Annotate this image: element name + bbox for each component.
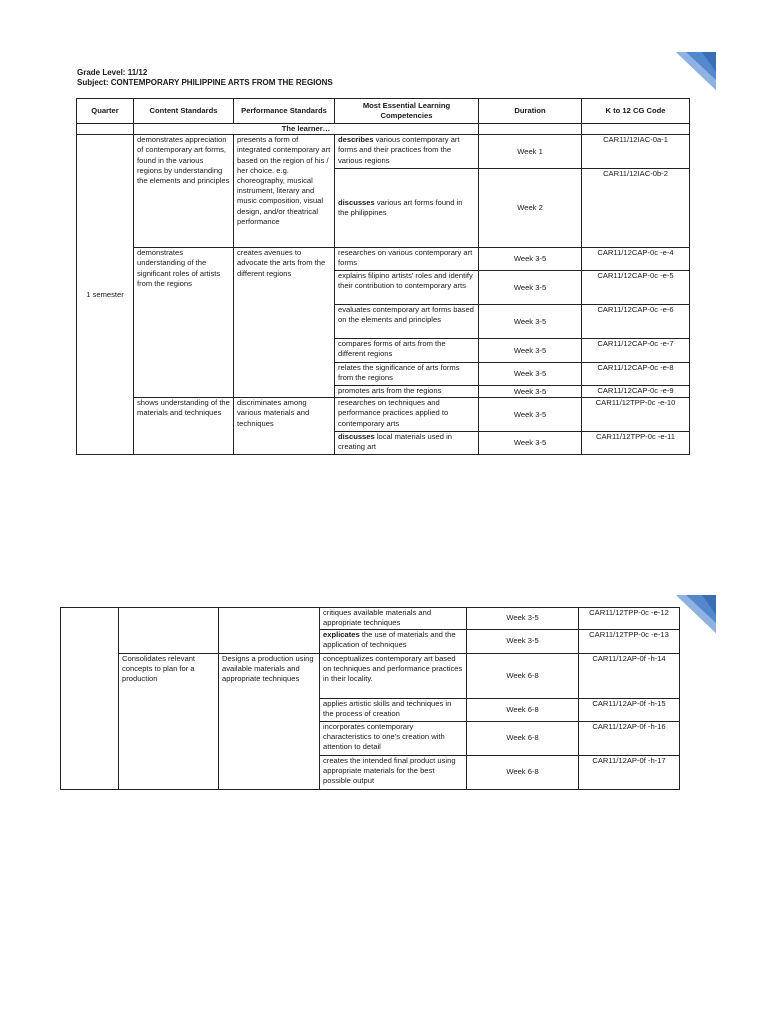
competency-cell: relates the significance of arts forms from the regions (335, 363, 479, 386)
competency-cell: evaluates contemporary art forms based on the elements and principles (335, 305, 479, 339)
table-row (77, 398, 690, 432)
column-header-content-standards: Content Standards (134, 99, 234, 124)
competency-cell: discusses various art forms found in the philippines (335, 169, 479, 248)
cg-code-cell: CAR11/12CAP-0c -e-7 (582, 339, 690, 363)
column-header-melc: Most Essential Learning Competencies (335, 99, 479, 124)
performance-standard-cell: creates avenues to advocate the arts from the different regions (234, 248, 335, 398)
competency-cell: incorporates contemporary characteristics to one's creation with attention to detail (320, 722, 467, 756)
column-header-duration: Duration (479, 99, 582, 124)
competency-cell: researches on techniques and performance practices applied to contemporary arts (335, 398, 479, 432)
table-header-row (77, 99, 690, 124)
table-row (77, 248, 690, 271)
cg-code-cell: CAR11/12AP-0f -h-15 (579, 699, 680, 722)
duration-cell: Week 3-5 (479, 339, 582, 363)
competency-cell: promotes arts from the regions (335, 386, 479, 398)
duration-cell: Week 3-5 (479, 363, 582, 386)
cg-code-cell: CAR11/12CAP-0c -e-4 (582, 248, 690, 271)
content-standard-cell: demonstrates appreciation of contemporary art forms, found in the various regions by understanding the elements and principles (134, 135, 234, 248)
content-standard-cell (119, 608, 219, 654)
curriculum-table-page-2 (60, 607, 680, 790)
cg-code-cell: CAR11/12CAP-0c -e-5 (582, 271, 690, 305)
performance-standard-cell (219, 608, 320, 654)
duration-cell: Week 6-8 (467, 699, 579, 722)
duration-cell: Week 3-5 (479, 305, 582, 339)
learner-row (77, 124, 690, 135)
duration-cell: Week 6-8 (467, 756, 579, 790)
duration-cell: Week 2 (479, 169, 582, 248)
duration-cell: Week 3-5 (479, 271, 582, 305)
duration-cell: Week 3-5 (479, 432, 582, 455)
duration-cell: Week 3-5 (479, 386, 582, 398)
performance-standard-cell: Designs a production using available materials and appropriate techniques (219, 654, 320, 790)
cg-code-cell: CAR11/12TPP-0c -e-11 (582, 432, 690, 455)
cg-code-cell: CAR11/12CAP-0c -e-8 (582, 363, 690, 386)
column-header-cg-code: K to 12 CG Code (582, 99, 690, 124)
cg-code-cell: CAR11/12TPP-0c -e-12 (579, 608, 680, 630)
subject-heading: Subject: CONTEMPORARY PHILIPPINE ARTS FROM THE REGIONS (77, 78, 333, 87)
competency-cell: explains filipino artists' roles and identify their contribution to contemporary arts (335, 271, 479, 305)
cg-code-cell: CAR11/12TPP-0c -e-13 (579, 630, 680, 654)
cg-code-cell: CAR11/12IAC-0a-1 (582, 135, 690, 169)
performance-standard-cell: discriminates among various materials and techniques (234, 398, 335, 455)
competency-cell: critiques available materials and appropriate techniques (320, 608, 467, 630)
cg-code-cell: CAR11/12CAP-0c -e-6 (582, 305, 690, 339)
duration-cell: Week 1 (479, 135, 582, 169)
competency-cell: compares forms of arts from the different regions (335, 339, 479, 363)
performance-standard-cell: presents a form of integrated contemporary art based on the region of his / her choice. e.g. choreography, musical instrument, literary and music composition, visual design, and/or theatrical performance (234, 135, 335, 248)
cg-code-cell: CAR11/12CAP-0c -e-9 (582, 386, 690, 398)
quarter-cell (61, 608, 119, 790)
corner-fold-decoration (672, 50, 716, 90)
competency-cell: creates the intended final product using appropriate materials for the best possible output (320, 756, 467, 790)
competency-cell: researches on various contemporary art forms (335, 248, 479, 271)
cg-code-cell: CAR11/12TPP-0c -e-10 (582, 398, 690, 432)
grade-level-heading: Grade Level: 11/12 (77, 68, 148, 77)
competency-cell: applies artistic skills and techniques in the process of creation (320, 699, 467, 722)
quarter-cell: 1 semester (77, 135, 134, 455)
competency-cell: describes various contemporary art forms and their practices from the various regions (335, 135, 479, 169)
duration-cell: Week 3-5 (479, 398, 582, 432)
table-row (61, 608, 680, 630)
competency-cell: discusses local materials used in creating art (335, 432, 479, 455)
table-row (61, 654, 680, 699)
duration-cell: Week 6-8 (467, 654, 579, 699)
competency-cell: conceptualizes contemporary art based on techniques and performance practices in their locality. (320, 654, 467, 699)
content-standard-cell: demonstrates understanding of the significant roles of artists from the regions (134, 248, 234, 398)
learner-label: The learner… (134, 124, 479, 135)
column-header-quarter: Quarter (77, 99, 134, 124)
cg-code-cell: CAR11/12IAC-0b-2 (582, 169, 690, 248)
content-standard-cell: shows understanding of the materials and techniques (134, 398, 234, 455)
competency-cell: explicates the use of materials and the application of techniques (320, 630, 467, 654)
duration-cell: Week 3-5 (479, 248, 582, 271)
curriculum-table-page-1 (76, 98, 690, 455)
duration-cell: Week 3-5 (467, 630, 579, 654)
duration-cell: Week 3-5 (467, 608, 579, 630)
column-header-performance-standards: Performance Standards (234, 99, 335, 124)
table-row (77, 135, 690, 169)
content-standard-cell: Consolidates relevant concepts to plan for a production (119, 654, 219, 790)
cg-code-cell: CAR11/12AP-0f -h-16 (579, 722, 680, 756)
cg-code-cell: CAR11/12AP-0f -h-14 (579, 654, 680, 699)
duration-cell: Week 6-8 (467, 722, 579, 756)
cg-code-cell: CAR11/12AP-0f -h-17 (579, 756, 680, 790)
